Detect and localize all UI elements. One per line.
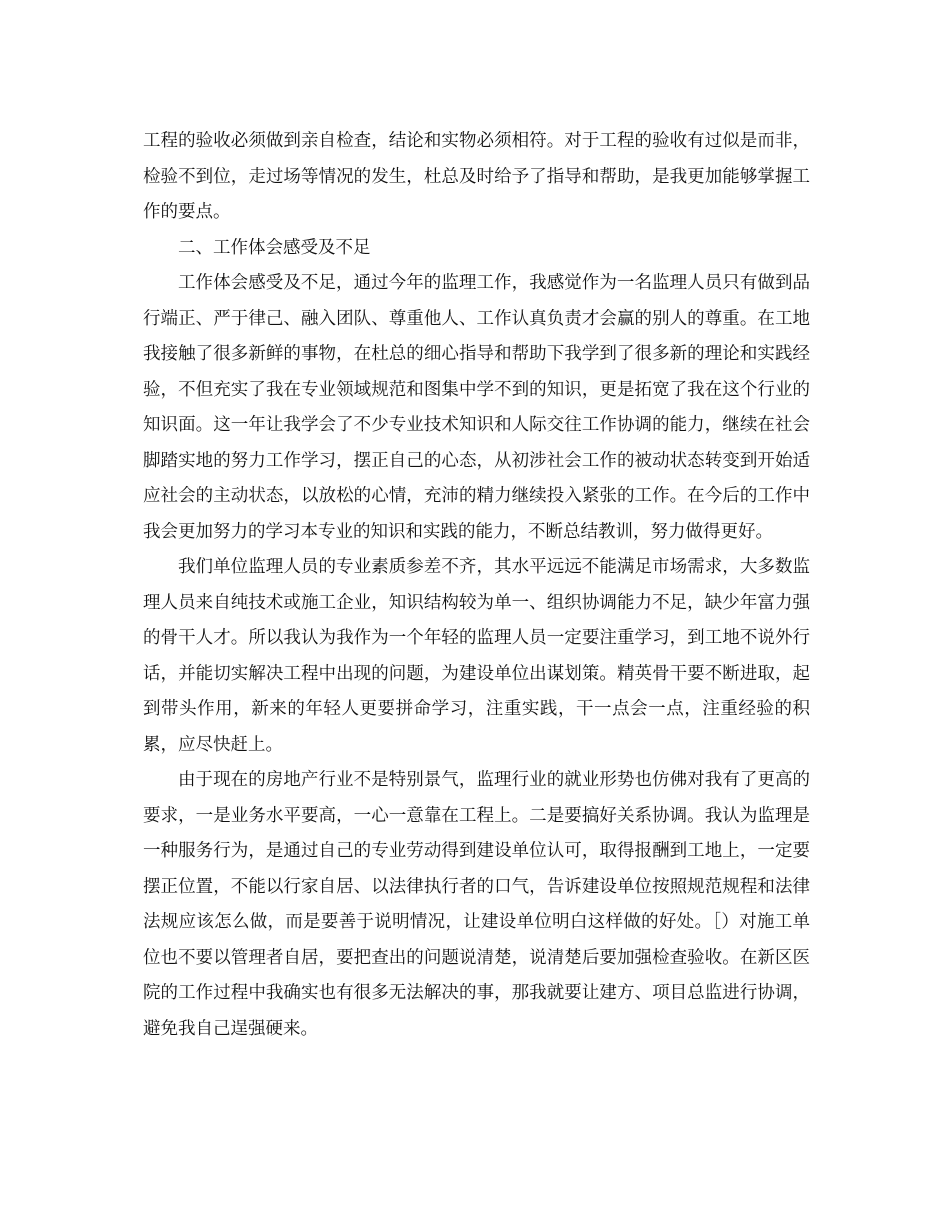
paragraph-work-experience: 工作体会感受及不足，通过今年的监理工作，我感觉作为一名监理人员只有做到品行端正、严于律己、融入团队、尊重他人、工作认真负责才会赢的别人的尊重。在工地我接触了很多新鲜的事物，在杜总的细心指导和帮助下我学到了很多新的理论和实践经验，不但充实了我在专业领域规范和图集中学不到的知识，更是拓宽了我在这个行业的知识面。这一年让我学会了不少专业技术知识和人际交往工作协调的能力，继续在社会脚踏实地的努力工作学习，摆正自己的心态，从初涉社会工作的被动状态转变到开始适应社会的主动状态，以放松的心情，充沛的精力继续投入紧张的工作。在今后的工作中我会更加努力的学习本专业的知识和实践的能力，不断总结教训，努力做得更好。 xyxy=(143,273,810,542)
paragraph-acceptance-inspection: 工程的验收必须做到亲自检查，结论和实物必须相符。对于工程的验收有过似是而非，检验不到位，走过场等情况的发生，杜总及时给予了指导和帮助，是我更加能够掌握工作的要点。 xyxy=(143,131,810,222)
paragraph-staff-quality: 我们单位监理人员的专业素质参差不齐，其水平远远不能满足市场需求，大多数监理人员来自纯技术或施工企业，知识结构较为单一、组织协调能力不足，缺少年富力强的骨干人才。所以我认为我作为一个年轻的监理人员一定要注重学习，到工地不说外行话，并能切实解决工程中出现的问题，为建设单位出谋划策。精英骨干要不断进取，起到带头作用，新来的年轻人更要拼命学习，注重实践，干一点会一点，注重经验的积累，应尽快赶上。 xyxy=(143,557,810,755)
section-heading-experience: 二、工作体会感受及不足 xyxy=(178,237,371,258)
paragraph-industry-situation: 由于现在的房地产行业不是特别景气，监理行业的就业形势也仿佛对我有了更高的要求，一是业务水平要高，一心一意靠在工程上。二是要搞好关系协调。我认为监理是一种服务行为，是通过自己的专业劳动得到建设单位认可，取得报酬到工地上，一定要摆正位置，不能以行家自居、以法律执行者的口气，告诉建设单位按照规范规程和法律法规应该怎么做，而是要善于说明情况，让建设单位明白这样做的好处。［）对施工单位也不要以管理者自居，要把查出的问题说清楚，说清楚后要加强检查验收。在新区医院的工作过程中我确实也有很多无法解决的事，那我就要让建方、项目总监进行协调，避免我自己逞强硬来。 xyxy=(143,770,810,1039)
